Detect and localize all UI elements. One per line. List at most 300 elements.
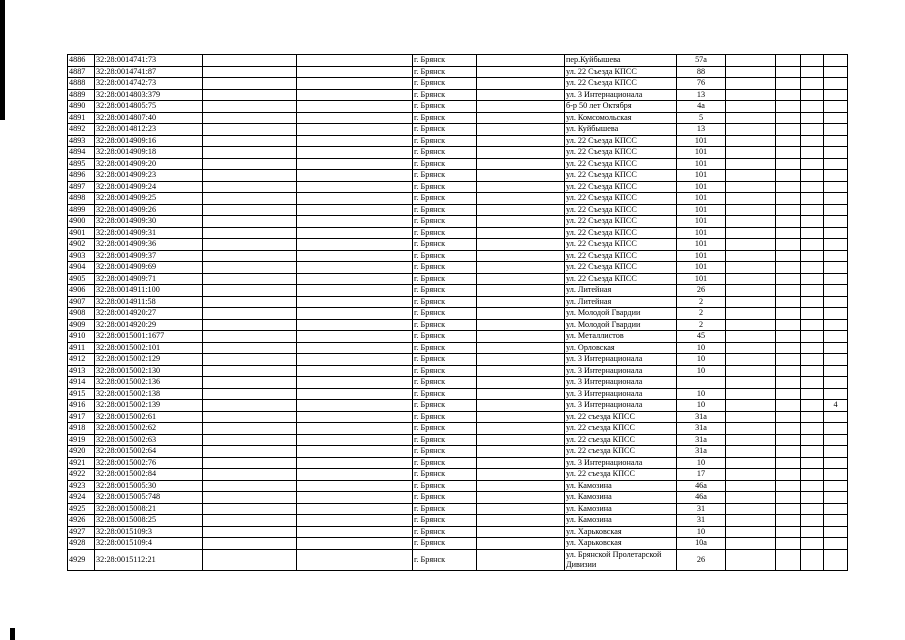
house-number-cell: 88 (677, 66, 726, 78)
extra-value-cell (824, 124, 848, 136)
empty-cell (801, 515, 824, 527)
cadastral-number-cell: 32:28:0014909:16 (95, 135, 203, 147)
empty-cell (477, 549, 565, 570)
extra-value-cell (824, 331, 848, 343)
row-number-cell: 4916 (68, 400, 95, 412)
table-row (68, 285, 848, 297)
street-cell: ул. 3 Интернационала (565, 388, 677, 400)
empty-cell (203, 55, 297, 67)
street-cell: ул. Брянской Пролетарской Дивизии (565, 549, 677, 570)
empty-cell (297, 181, 413, 193)
city-cell: г. Брянск (413, 319, 477, 331)
empty-cell (726, 423, 776, 435)
empty-cell (297, 285, 413, 297)
row-number-cell: 4919 (68, 434, 95, 446)
cadastral-number-cell: 32:28:0014909:71 (95, 273, 203, 285)
cadastral-number-cell: 32:28:0014741:87 (95, 66, 203, 78)
cadastral-number-cell: 32:28:0015002:62 (95, 423, 203, 435)
empty-cell (776, 250, 801, 262)
empty-cell (776, 480, 801, 492)
empty-cell (297, 319, 413, 331)
empty-cell (477, 411, 565, 423)
extra-value-cell (824, 538, 848, 550)
house-number-cell: 101 (677, 170, 726, 182)
house-number-cell: 10 (677, 388, 726, 400)
city-cell: г. Брянск (413, 503, 477, 515)
row-number-cell: 4927 (68, 526, 95, 538)
cadastral-number-cell: 32:28:0015005:30 (95, 480, 203, 492)
cadastral-number-cell: 32:28:0015008:21 (95, 503, 203, 515)
empty-cell (297, 101, 413, 113)
empty-cell (477, 112, 565, 124)
empty-cell (776, 526, 801, 538)
empty-cell (297, 457, 413, 469)
empty-cell (801, 400, 824, 412)
empty-cell (776, 549, 801, 570)
extra-value-cell (824, 377, 848, 389)
empty-cell (477, 285, 565, 297)
house-number-cell: 101 (677, 273, 726, 285)
empty-cell (477, 503, 565, 515)
empty-cell (801, 193, 824, 205)
empty-cell (477, 354, 565, 366)
cadastral-number-cell: 32:28:0014909:37 (95, 250, 203, 262)
house-number-cell: 101 (677, 158, 726, 170)
extra-value-cell (824, 227, 848, 239)
empty-cell (297, 411, 413, 423)
table-row (68, 342, 848, 354)
empty-cell (477, 342, 565, 354)
row-number-cell: 4896 (68, 170, 95, 182)
empty-cell (801, 124, 824, 136)
empty-cell (776, 331, 801, 343)
empty-cell (203, 227, 297, 239)
empty-cell (776, 78, 801, 90)
empty-cell (477, 216, 565, 228)
house-number-cell: 46а (677, 492, 726, 504)
empty-cell (726, 388, 776, 400)
house-number-cell: 101 (677, 204, 726, 216)
table-row (68, 388, 848, 400)
empty-cell (477, 423, 565, 435)
row-number-cell: 4924 (68, 492, 95, 504)
city-cell: г. Брянск (413, 250, 477, 262)
empty-cell (297, 331, 413, 343)
empty-cell (726, 400, 776, 412)
street-cell: ул. 22 съезда КПСС (565, 411, 677, 423)
table-row (68, 319, 848, 331)
extra-value-cell (824, 135, 848, 147)
row-number-cell: 4906 (68, 285, 95, 297)
empty-cell (776, 216, 801, 228)
empty-cell (297, 262, 413, 274)
empty-cell (726, 526, 776, 538)
empty-cell (776, 515, 801, 527)
empty-cell (297, 365, 413, 377)
city-cell: г. Брянск (413, 285, 477, 297)
extra-value-cell (824, 492, 848, 504)
row-number-cell: 4902 (68, 239, 95, 251)
empty-cell (203, 193, 297, 205)
empty-cell (726, 308, 776, 320)
empty-cell (203, 170, 297, 182)
cadastral-number-cell: 32:28:0015002:64 (95, 446, 203, 458)
empty-cell (203, 66, 297, 78)
empty-cell (203, 354, 297, 366)
city-cell: г. Брянск (413, 204, 477, 216)
empty-cell (203, 308, 297, 320)
empty-cell (726, 147, 776, 159)
empty-cell (203, 434, 297, 446)
empty-cell (801, 101, 824, 113)
city-cell: г. Брянск (413, 66, 477, 78)
empty-cell (801, 365, 824, 377)
row-number-cell: 4909 (68, 319, 95, 331)
city-cell: г. Брянск (413, 515, 477, 527)
empty-cell (726, 354, 776, 366)
empty-cell (203, 262, 297, 274)
empty-cell (776, 158, 801, 170)
row-number-cell: 4923 (68, 480, 95, 492)
extra-value-cell (824, 480, 848, 492)
empty-cell (726, 78, 776, 90)
empty-cell (776, 239, 801, 251)
house-number-cell: 31а (677, 411, 726, 423)
empty-cell (203, 285, 297, 297)
empty-cell (776, 147, 801, 159)
extra-value-cell: 4 (824, 400, 848, 412)
street-cell: ул. Литейная (565, 285, 677, 297)
empty-cell (801, 285, 824, 297)
empty-cell (297, 480, 413, 492)
house-number-cell: 101 (677, 227, 726, 239)
empty-cell (477, 262, 565, 274)
row-number-cell: 4899 (68, 204, 95, 216)
street-cell: ул. 22 Съезда КПСС (565, 147, 677, 159)
empty-cell (203, 273, 297, 285)
empty-cell (203, 423, 297, 435)
empty-cell (801, 204, 824, 216)
empty-cell (297, 354, 413, 366)
city-cell: г. Брянск (413, 365, 477, 377)
empty-cell (203, 158, 297, 170)
empty-cell (297, 78, 413, 90)
house-number-cell: 31а (677, 434, 726, 446)
street-cell: ул. 3 Интернационала (565, 457, 677, 469)
table-row (68, 55, 848, 67)
cadastral-number-cell: 32:28:0014909:20 (95, 158, 203, 170)
table-row (68, 193, 848, 205)
registry-body (68, 55, 848, 571)
street-cell: ул. Комсомольская (565, 112, 677, 124)
empty-cell (801, 262, 824, 274)
empty-cell (726, 170, 776, 182)
table-row (68, 538, 848, 550)
city-cell: г. Брянск (413, 239, 477, 251)
empty-cell (297, 135, 413, 147)
empty-cell (801, 503, 824, 515)
city-cell: г. Брянск (413, 193, 477, 205)
street-cell: ул. Камозина (565, 480, 677, 492)
city-cell: г. Брянск (413, 342, 477, 354)
empty-cell (477, 204, 565, 216)
empty-cell (726, 469, 776, 481)
empty-cell (297, 492, 413, 504)
empty-cell (297, 342, 413, 354)
table-row (68, 296, 848, 308)
city-cell: г. Брянск (413, 158, 477, 170)
empty-cell (776, 492, 801, 504)
empty-cell (297, 538, 413, 550)
row-number-cell: 4920 (68, 446, 95, 458)
street-cell: ул. Металлистов (565, 331, 677, 343)
empty-cell (726, 457, 776, 469)
empty-cell (203, 469, 297, 481)
cadastral-number-cell: 32:28:0015002:101 (95, 342, 203, 354)
empty-cell (801, 296, 824, 308)
empty-cell (477, 296, 565, 308)
empty-cell (203, 78, 297, 90)
empty-cell (776, 365, 801, 377)
empty-cell (297, 227, 413, 239)
empty-cell (801, 181, 824, 193)
city-cell: г. Брянск (413, 549, 477, 570)
house-number-cell: 13 (677, 124, 726, 136)
table-row (68, 262, 848, 274)
row-number-cell: 4913 (68, 365, 95, 377)
table-row (68, 480, 848, 492)
row-number-cell: 4887 (68, 66, 95, 78)
table-row (68, 135, 848, 147)
empty-cell (776, 170, 801, 182)
empty-cell (776, 411, 801, 423)
empty-cell (801, 308, 824, 320)
empty-cell (477, 135, 565, 147)
empty-cell (297, 273, 413, 285)
empty-cell (801, 342, 824, 354)
city-cell: г. Брянск (413, 147, 477, 159)
empty-cell (801, 480, 824, 492)
street-cell: ул. 3 Интернационала (565, 89, 677, 101)
row-number-cell: 4926 (68, 515, 95, 527)
cadastral-number-cell: 32:28:0015002:61 (95, 411, 203, 423)
empty-cell (203, 296, 297, 308)
empty-cell (801, 469, 824, 481)
empty-cell (726, 66, 776, 78)
street-cell: ул. 22 Съезда КПСС (565, 239, 677, 251)
extra-value-cell (824, 457, 848, 469)
empty-cell (477, 273, 565, 285)
extra-value-cell (824, 89, 848, 101)
city-cell: г. Брянск (413, 446, 477, 458)
empty-cell (801, 89, 824, 101)
scan-edge-mark-top (0, 0, 5, 120)
street-cell: ул. 22 Съезда КПСС (565, 193, 677, 205)
empty-cell (203, 526, 297, 538)
empty-cell (203, 342, 297, 354)
table-row (68, 526, 848, 538)
table-row (68, 239, 848, 251)
empty-cell (726, 549, 776, 570)
empty-cell (477, 55, 565, 67)
extra-value-cell (824, 469, 848, 481)
row-number-cell: 4917 (68, 411, 95, 423)
cadastral-number-cell: 32:28:0014741:73 (95, 55, 203, 67)
empty-cell (726, 446, 776, 458)
empty-cell (297, 446, 413, 458)
city-cell: г. Брянск (413, 492, 477, 504)
cadastral-number-cell: 32:28:0015002:130 (95, 365, 203, 377)
row-number-cell: 4891 (68, 112, 95, 124)
street-cell: ул. 22 Съезда КПСС (565, 204, 677, 216)
street-cell: ул. Камозина (565, 492, 677, 504)
cadastral-number-cell: 32:28:0014909:26 (95, 204, 203, 216)
table-row (68, 377, 848, 389)
empty-cell (203, 549, 297, 570)
table-row (68, 515, 848, 527)
city-cell: г. Брянск (413, 411, 477, 423)
empty-cell (477, 78, 565, 90)
row-number-cell: 4892 (68, 124, 95, 136)
empty-cell (776, 227, 801, 239)
table-row (68, 434, 848, 446)
empty-cell (776, 101, 801, 113)
empty-cell (297, 526, 413, 538)
house-number-cell: 10 (677, 400, 726, 412)
empty-cell (726, 377, 776, 389)
city-cell: г. Брянск (413, 112, 477, 124)
street-cell: ул. Орловская (565, 342, 677, 354)
row-number-cell: 4901 (68, 227, 95, 239)
empty-cell (203, 503, 297, 515)
city-cell: г. Брянск (413, 480, 477, 492)
cadastral-number-cell: 32:28:0015002:138 (95, 388, 203, 400)
empty-cell (297, 204, 413, 216)
empty-cell (477, 158, 565, 170)
street-cell: ул. Молодой Гвардии (565, 308, 677, 320)
empty-cell (726, 434, 776, 446)
empty-cell (776, 503, 801, 515)
empty-cell (297, 239, 413, 251)
table-row (68, 400, 848, 412)
city-cell: г. Брянск (413, 388, 477, 400)
city-cell: г. Брянск (413, 181, 477, 193)
street-cell: ул. 3 Интернационала (565, 354, 677, 366)
house-number-cell: 26 (677, 549, 726, 570)
empty-cell (726, 250, 776, 262)
row-number-cell: 4893 (68, 135, 95, 147)
empty-cell (726, 480, 776, 492)
empty-cell (726, 193, 776, 205)
empty-cell (203, 250, 297, 262)
extra-value-cell (824, 342, 848, 354)
table-row (68, 354, 848, 366)
table-row (68, 469, 848, 481)
table-row (68, 331, 848, 343)
empty-cell (801, 423, 824, 435)
empty-cell (297, 170, 413, 182)
house-number-cell: 4а (677, 101, 726, 113)
city-cell: г. Брянск (413, 354, 477, 366)
house-number-cell: 10а (677, 538, 726, 550)
empty-cell (801, 331, 824, 343)
empty-cell (726, 515, 776, 527)
row-number-cell: 4894 (68, 147, 95, 159)
extra-value-cell (824, 296, 848, 308)
row-number-cell: 4921 (68, 457, 95, 469)
empty-cell (776, 296, 801, 308)
row-number-cell: 4900 (68, 216, 95, 228)
empty-cell (776, 388, 801, 400)
empty-cell (297, 549, 413, 570)
empty-cell (726, 273, 776, 285)
empty-cell (776, 342, 801, 354)
empty-cell (477, 457, 565, 469)
empty-cell (203, 181, 297, 193)
empty-cell (203, 112, 297, 124)
row-number-cell: 4910 (68, 331, 95, 343)
house-number-cell: 45 (677, 331, 726, 343)
cadastral-number-cell: 32:28:0014909:25 (95, 193, 203, 205)
empty-cell (477, 147, 565, 159)
extra-value-cell (824, 411, 848, 423)
empty-cell (297, 216, 413, 228)
row-number-cell: 4918 (68, 423, 95, 435)
empty-cell (203, 204, 297, 216)
table-row (68, 492, 848, 504)
cadastral-number-cell: 32:28:0015002:136 (95, 377, 203, 389)
street-cell: ул. 22 Съезда КПСС (565, 227, 677, 239)
cadastral-number-cell: 32:28:0014909:24 (95, 181, 203, 193)
empty-cell (477, 89, 565, 101)
empty-cell (801, 538, 824, 550)
empty-cell (297, 308, 413, 320)
empty-cell (801, 66, 824, 78)
city-cell: г. Брянск (413, 135, 477, 147)
empty-cell (203, 239, 297, 251)
empty-cell (801, 55, 824, 67)
extra-value-cell (824, 388, 848, 400)
cadastral-number-cell: 32:28:0015109:4 (95, 538, 203, 550)
empty-cell (801, 78, 824, 90)
extra-value-cell (824, 423, 848, 435)
house-number-cell: 10 (677, 365, 726, 377)
empty-cell (726, 411, 776, 423)
empty-cell (477, 66, 565, 78)
cadastral-number-cell: 32:28:0015001:1677 (95, 331, 203, 343)
city-cell: г. Брянск (413, 400, 477, 412)
empty-cell (297, 250, 413, 262)
house-number-cell: 101 (677, 250, 726, 262)
extra-value-cell (824, 503, 848, 515)
empty-cell (776, 400, 801, 412)
empty-cell (776, 66, 801, 78)
city-cell: г. Брянск (413, 377, 477, 389)
empty-cell (726, 296, 776, 308)
empty-cell (776, 181, 801, 193)
empty-cell (726, 216, 776, 228)
empty-cell (297, 193, 413, 205)
table-row (68, 365, 848, 377)
empty-cell (203, 377, 297, 389)
extra-value-cell (824, 239, 848, 251)
house-number-cell: 10 (677, 342, 726, 354)
cadastral-number-cell: 32:28:0014911:100 (95, 285, 203, 297)
empty-cell (801, 549, 824, 570)
empty-cell (297, 434, 413, 446)
table-row (68, 66, 848, 78)
extra-value-cell (824, 434, 848, 446)
